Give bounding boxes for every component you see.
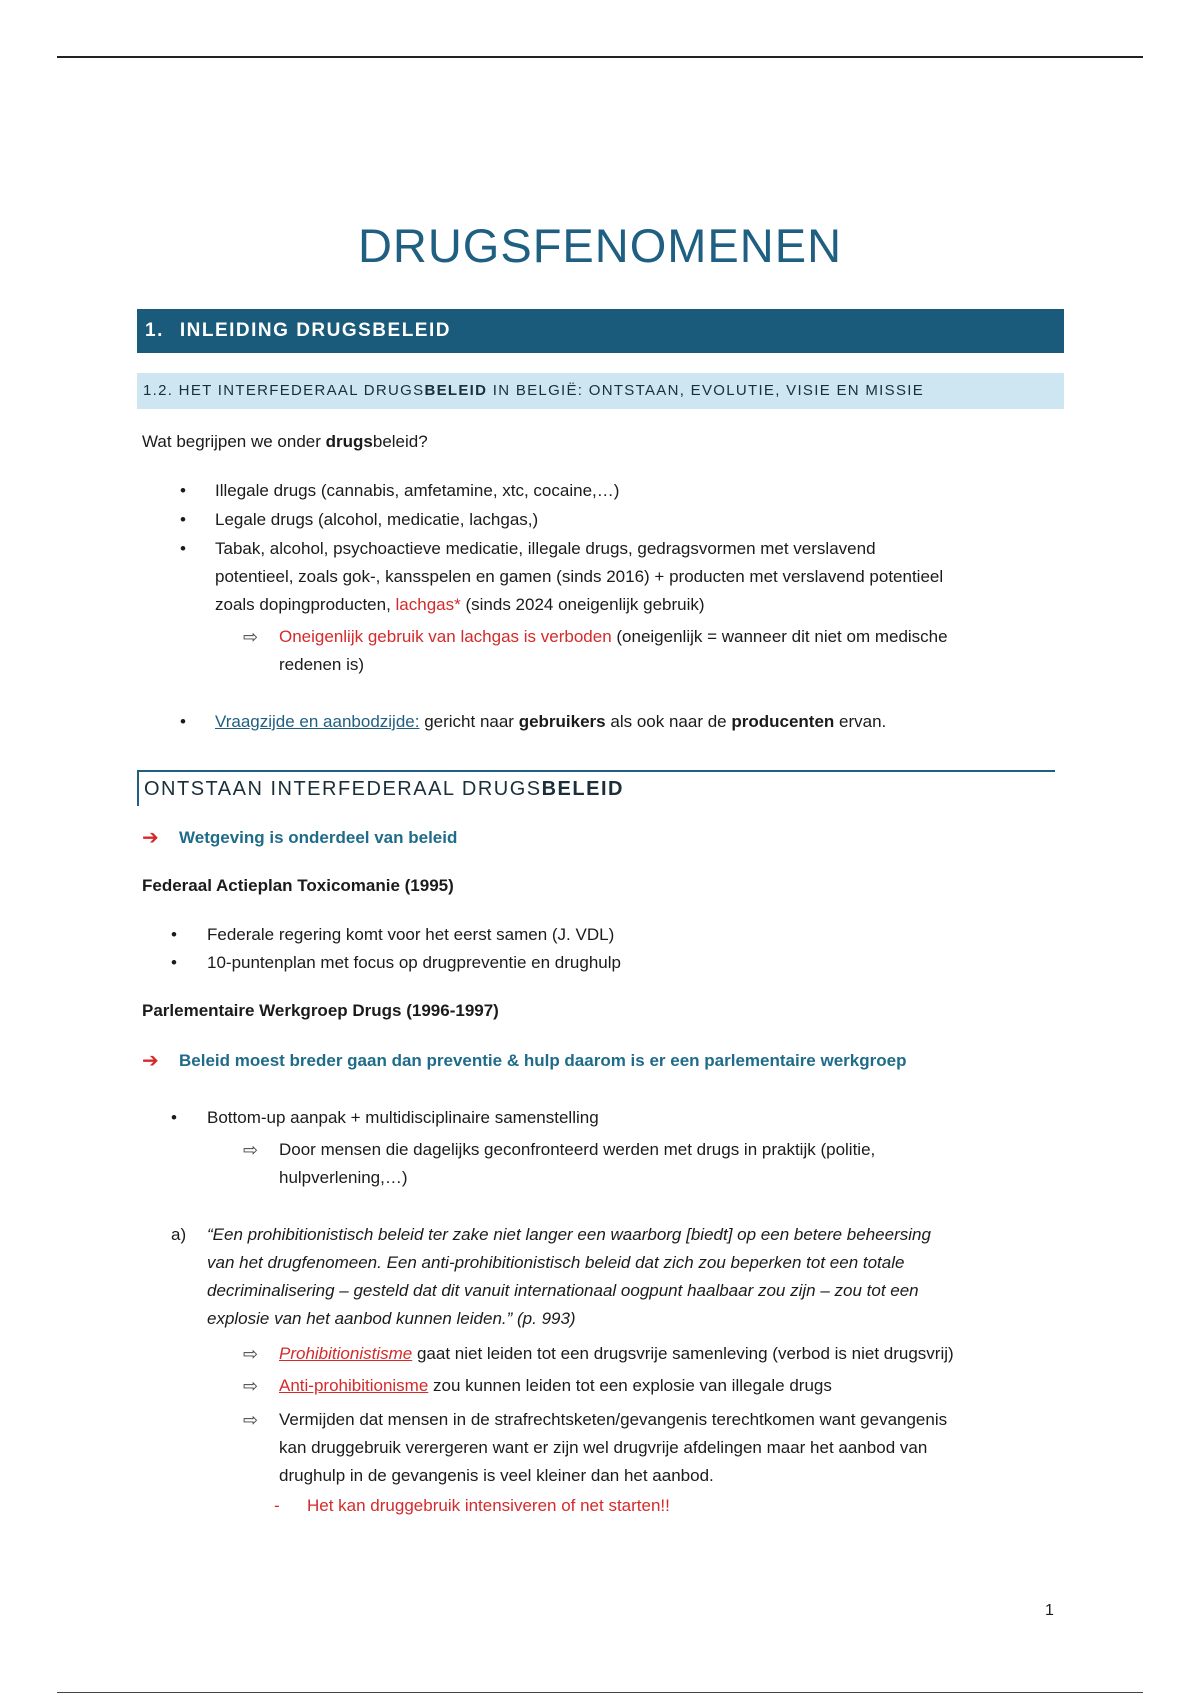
text: (oneigenlijk = wanneer dit niet om medische <box>611 627 948 646</box>
text: ervan. <box>834 712 887 731</box>
hollow-arrow-icon: ⇨ <box>243 1344 259 1364</box>
bullet-dot: • <box>180 539 186 558</box>
hollow-arrow-icon: ⇨ <box>243 627 259 647</box>
text: als ook naar de <box>605 712 732 731</box>
red-arrow-icon: ➔ <box>142 1050 159 1072</box>
arrow-statement: Wetgeving is onderdeel van beleid <box>179 828 458 847</box>
bullet-dot: • <box>180 510 186 529</box>
footer-rule <box>57 1692 1143 1693</box>
bold-text: gebruikers <box>518 712 606 731</box>
list-item: Federale regering komt voor het eerst samen (J. VDL) <box>207 925 615 944</box>
text: gaat niet leiden tot een drugsvrije samenleving (verbod is niet drugsvrij) <box>412 1344 954 1363</box>
section-title: INLEIDING DRUGSBELEID <box>179 320 451 341</box>
heading-text-bold: BELEID <box>541 778 624 800</box>
section-heading-1 <box>137 309 1064 353</box>
heading-text: 1.2. HET INTERFEDERAAL DRUGS <box>143 382 425 399</box>
section-number: 1. <box>145 320 164 341</box>
sub-item-continuation: drughulp in de gevangenis is veel kleiner dan het aanbod. <box>279 1466 714 1485</box>
sub-item-continuation: kan druggebruik verergeren want er zijn wel drugvrije afdelingen maar het aanbod van <box>279 1438 928 1457</box>
heading-text-bold: BELEID <box>424 382 488 399</box>
quote-line: “Een prohibitionistisch beleid ter zake niet langer een waarborg [biedt] op een betere beheersing <box>207 1225 931 1244</box>
heading-text-suffix: IN BELGIË: ONTSTAAN, EVOLUTIE, VISIE EN MISSIE <box>487 382 925 399</box>
header-rule <box>57 56 1143 58</box>
quote-label: a) <box>171 1225 187 1244</box>
red-text: lachgas* <box>395 595 461 614</box>
question-bold: drugs <box>325 432 373 451</box>
list-item <box>215 708 886 736</box>
bold-text: producenten <box>731 712 835 731</box>
sub-item <box>279 1340 954 1368</box>
hollow-arrow-icon: ⇨ <box>243 1376 259 1396</box>
document-title: DRUGSFENOMENEN <box>357 219 843 272</box>
bullet-dot: • <box>171 953 177 972</box>
question-text: Wat begrijpen we onder <box>142 432 326 451</box>
page-number: 1 <box>1045 1602 1054 1619</box>
list-item: Legale drugs (alcohol, medicatie, lachgas,) <box>215 510 539 529</box>
list-item-continuation: potentieel, zoals gok-, kansspelen en gamen (sinds 2016) + producten met verslavend potentieel <box>215 567 944 586</box>
sub-item-continuation: hulpverlening,…) <box>279 1168 408 1187</box>
question-paragraph <box>142 428 428 456</box>
bullet-dot: • <box>171 1108 177 1127</box>
list-item: Bottom-up aanpak + multidisciplinaire samenstelling <box>207 1108 599 1127</box>
subheading: Federaal Actieplan Toxicomanie (1995) <box>142 876 454 895</box>
list-item: Illegale drugs (cannabis, amfetamine, xtc, cocaine,…) <box>215 481 620 500</box>
sub-item-continuation: redenen is) <box>279 655 365 674</box>
red-text: Oneigenlijk gebruik van lachgas is verboden <box>279 627 612 646</box>
text: (sinds 2024 oneigenlijk gebruik) <box>460 595 705 614</box>
heading-text: ONTSTAAN INTERFEDERAAL DRUGS <box>144 778 542 800</box>
subheading: Parlementaire Werkgroep Drugs (1996-1997) <box>142 1001 499 1020</box>
red-arrow-icon: ➔ <box>142 827 159 849</box>
dash-marker: - <box>274 1496 280 1515</box>
quote-line: decriminalisering – gesteld dat dit vanuit internationaal oogpunt haalbaar zou zijn – zou tot een <box>207 1281 919 1300</box>
sub-item: Vermijden dat mensen in de strafrechtsketen/gevangenis terechtkomen want gevangenis <box>279 1410 948 1429</box>
section-heading-1-2 <box>137 373 1064 409</box>
bullet-dot: • <box>180 481 186 500</box>
list-item: Tabak, alcohol, psychoactieve medicatie, illegale drugs, gedragsvormen met verslavend <box>215 539 876 558</box>
bullet-dot: • <box>180 712 186 731</box>
text: zoals dopingproducten, <box>215 595 396 614</box>
sub-item: Door mensen die dagelijks geconfronteerd werden met drugs in praktijk (politie, <box>279 1140 876 1159</box>
question-text-end: beleid? <box>372 432 428 451</box>
quote-line: explosie van het aanbod kunnen leiden.” (p. 993) <box>207 1309 576 1328</box>
bullet-dot: • <box>171 925 177 944</box>
arrow-statement: Beleid moest breder gaan dan preventie & hulp daarom is er een parlementaire werkgroep <box>179 1051 907 1070</box>
text: gericht naar <box>419 712 519 731</box>
sub-item <box>279 1372 832 1400</box>
list-item-continuation <box>215 591 705 619</box>
quote-line: van het drugfenomeen. Een anti-prohibitionistisch beleid dat zich zou beperken tot een totale <box>207 1253 905 1272</box>
list-item: 10-puntenplan met focus op drugpreventie en drughulp <box>207 953 621 972</box>
text: zou kunnen leiden tot een explosie van illegale drugs <box>428 1376 832 1395</box>
section-heading-ontstaan <box>137 770 1055 806</box>
sub-item <box>279 623 948 651</box>
underlined-term: Prohibitionistisme <box>279 1344 413 1363</box>
underlined-term: Vraagzijde en aanbodzijde: <box>215 712 420 731</box>
underlined-term: Anti-prohibitionisme <box>279 1376 429 1395</box>
hollow-arrow-icon: ⇨ <box>243 1140 259 1160</box>
red-note: Het kan druggebruik intensiveren of net starten!! <box>307 1496 670 1515</box>
hollow-arrow-icon: ⇨ <box>243 1410 259 1430</box>
